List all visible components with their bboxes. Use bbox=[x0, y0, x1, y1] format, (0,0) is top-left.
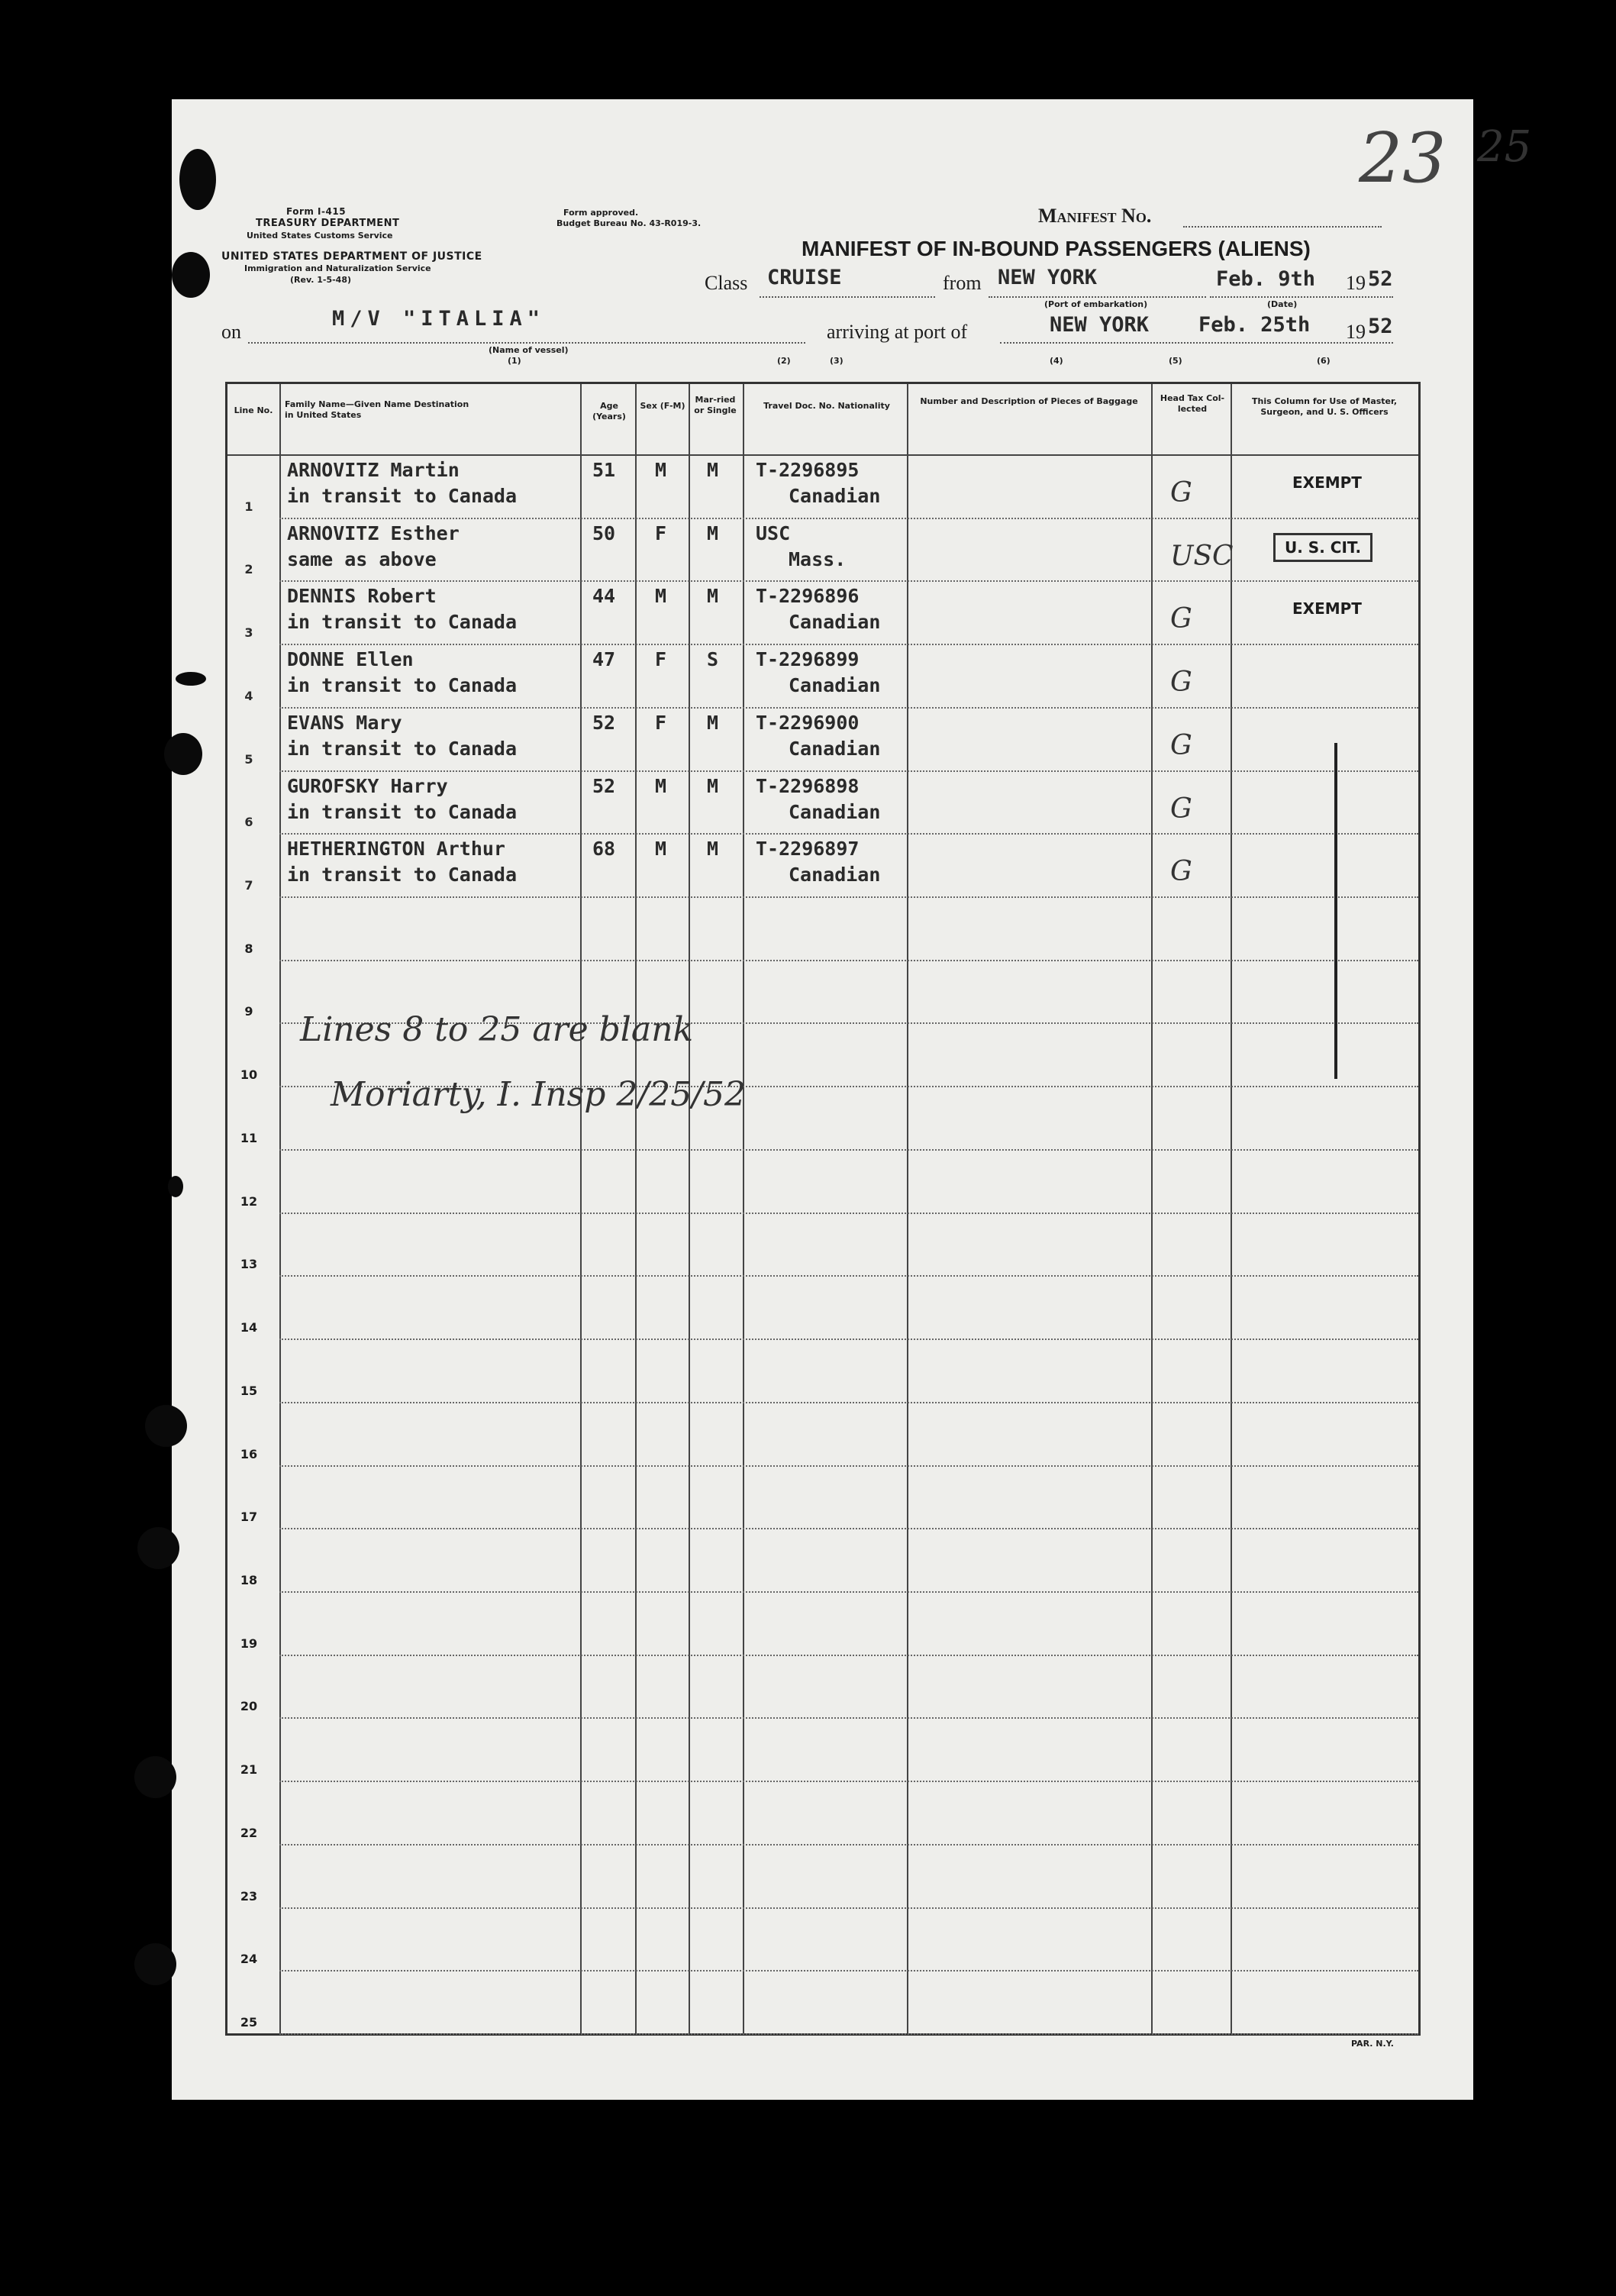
binder-hole bbox=[164, 733, 202, 775]
col-travel-header: Travel Doc. No. Nationality bbox=[763, 401, 890, 411]
passenger-nationality: Canadian bbox=[789, 737, 881, 760]
revision: (Rev. 1-5-48) bbox=[290, 275, 352, 285]
passenger-name: HETHERINGTON Arthur bbox=[287, 838, 505, 861]
binder-hole bbox=[137, 1527, 179, 1569]
line-number: 5 bbox=[244, 751, 253, 767]
arrival-year-prefix: 19 bbox=[1346, 321, 1366, 343]
on-label: on bbox=[221, 321, 241, 343]
line-number: 17 bbox=[240, 1510, 258, 1525]
head-tax-mark: G bbox=[1170, 729, 1192, 761]
line-number: 14 bbox=[240, 1320, 258, 1335]
passenger-name: GUROFSKY Harry bbox=[287, 774, 448, 797]
passenger-nationality: Canadian bbox=[789, 611, 881, 634]
line-number: 8 bbox=[244, 941, 253, 956]
passenger-table bbox=[225, 382, 1421, 2036]
passenger-age: 47 bbox=[592, 648, 616, 671]
vessel-caption: (Name of vessel) bbox=[489, 345, 569, 355]
arrival-port: NEW YORK bbox=[1050, 313, 1150, 337]
from-value: NEW YORK bbox=[998, 266, 1098, 289]
head-tax-mark: G bbox=[1170, 856, 1192, 888]
row-separator bbox=[279, 644, 1418, 645]
from-line bbox=[989, 296, 1206, 298]
passenger-nationality: Canadian bbox=[789, 800, 881, 823]
col-number-3: (3) bbox=[830, 356, 843, 366]
binder-hole bbox=[145, 1405, 187, 1447]
officer-remark-stamp: EXEMPT bbox=[1292, 599, 1362, 618]
vessel-line bbox=[248, 342, 805, 344]
passenger-marital-status: M bbox=[707, 711, 719, 734]
binder-hole bbox=[134, 1756, 176, 1798]
passenger-name: ARNOVITZ Esther bbox=[287, 522, 460, 544]
row-separator bbox=[279, 707, 1418, 709]
head-tax-mark: G bbox=[1170, 793, 1192, 825]
line-number: 11 bbox=[240, 1130, 258, 1145]
travel-doc-number: T-2296898 bbox=[756, 774, 860, 797]
passenger-name: DENNIS Robert bbox=[287, 585, 437, 608]
line-number: 9 bbox=[244, 1004, 253, 1019]
corner-number: 25 bbox=[1477, 122, 1532, 172]
line-number: 2 bbox=[244, 562, 253, 577]
class-label: Class bbox=[705, 272, 748, 294]
passenger-destination: in transit to Canada bbox=[287, 674, 518, 697]
passenger-destination: in transit to Canada bbox=[287, 864, 518, 886]
head-tax-mark: G bbox=[1170, 477, 1192, 509]
line-number: 24 bbox=[240, 1952, 258, 1967]
port-embark-caption: (Port of embarkation) bbox=[1044, 299, 1148, 309]
col-officers-header: This Column for Use of Master, Surgeon, and U. S. Officers bbox=[1252, 396, 1397, 417]
form-number: Form I-415 bbox=[286, 206, 347, 217]
row-separator bbox=[279, 1970, 1418, 1971]
passenger-sex: F bbox=[655, 522, 667, 544]
line-number: 23 bbox=[240, 1888, 258, 1904]
passenger-sex: M bbox=[655, 459, 667, 481]
line-number: 21 bbox=[240, 1762, 258, 1778]
treasury-department: TREASURY DEPARTMENT bbox=[256, 218, 400, 229]
line-number: 6 bbox=[244, 815, 253, 830]
passenger-sex: F bbox=[655, 711, 667, 734]
row-separator bbox=[279, 1844, 1418, 1846]
col-sex-header: Sex (F-M) bbox=[640, 401, 685, 411]
passenger-marital-status: M bbox=[707, 774, 719, 797]
passenger-destination: same as above bbox=[287, 547, 437, 570]
form-approved: Form approved. bbox=[563, 208, 639, 218]
row-separator bbox=[279, 1655, 1418, 1656]
customs-service: United States Customs Service bbox=[247, 231, 393, 241]
arrival-line bbox=[1000, 342, 1393, 344]
col-baggage-header: Number and Description of Pieces of Baggage bbox=[920, 396, 1138, 406]
col-name-header: Family Name—Given Name Destination in United States bbox=[285, 399, 469, 420]
printer-mark: PAR. N.Y. bbox=[1351, 2039, 1394, 2049]
passenger-destination: in transit to Canada bbox=[287, 737, 518, 760]
embark-date: Feb. 9th bbox=[1216, 267, 1316, 291]
passenger-name: ARNOVITZ Martin bbox=[287, 459, 460, 481]
line-number: 1 bbox=[244, 499, 253, 514]
officer-remark-stamp: U. S. CIT. bbox=[1273, 533, 1372, 562]
passenger-marital-status: M bbox=[707, 838, 719, 861]
head-tax-mark: G bbox=[1170, 667, 1192, 699]
passenger-destination: in transit to Canada bbox=[287, 611, 518, 634]
passenger-name: DONNE Ellen bbox=[287, 648, 414, 671]
class-line bbox=[760, 296, 935, 298]
row-separator bbox=[279, 1907, 1418, 1909]
col-age-header: Age (Years) bbox=[592, 401, 626, 421]
arrival-date: Feb. 25th bbox=[1198, 313, 1311, 337]
col-line-header: Line No. bbox=[234, 405, 273, 415]
row-separator bbox=[279, 1402, 1418, 1403]
row-separator bbox=[279, 1717, 1418, 1719]
manifest-no-label: Manifest No. bbox=[1038, 205, 1152, 227]
passenger-age: 44 bbox=[592, 585, 616, 608]
col-number-5: (5) bbox=[1169, 356, 1182, 366]
row-separator bbox=[279, 580, 1418, 582]
arriving-label: arriving at port of bbox=[827, 321, 968, 343]
manifest-no-line bbox=[1183, 226, 1382, 228]
row-separator bbox=[279, 518, 1418, 519]
row-separator bbox=[279, 1591, 1418, 1593]
col-headtax-header: Head Tax Col-lected bbox=[1160, 393, 1225, 414]
passenger-marital-status: M bbox=[707, 585, 719, 608]
passenger-name: EVANS Mary bbox=[287, 711, 402, 734]
binder-hole bbox=[134, 1943, 176, 1985]
col-married-header: Mar-ried or Single bbox=[694, 395, 737, 415]
row-separator bbox=[279, 1339, 1418, 1340]
line-number: 13 bbox=[240, 1257, 258, 1272]
passenger-sex: F bbox=[655, 648, 667, 671]
binder-hole bbox=[168, 1176, 183, 1197]
line-number: 4 bbox=[244, 688, 253, 703]
passenger-sex: M bbox=[655, 585, 667, 608]
from-label: from bbox=[943, 272, 982, 294]
handwritten-note-inspector: Moriarty, I. Insp 2/25/52 bbox=[331, 1075, 747, 1114]
row-separator bbox=[279, 1528, 1418, 1529]
line-number: 22 bbox=[240, 1825, 258, 1840]
passenger-marital-status: M bbox=[707, 522, 719, 544]
passenger-sex: M bbox=[655, 774, 667, 797]
manifest-page bbox=[172, 99, 1532, 2100]
passenger-nationality: Canadian bbox=[789, 485, 881, 507]
row-separator bbox=[279, 833, 1418, 835]
handwritten-note-blank-lines: Lines 8 to 25 are blank bbox=[300, 1010, 694, 1049]
binder-hole bbox=[172, 252, 210, 298]
manifest-number-stamp: 23 bbox=[1359, 118, 1447, 199]
passenger-nationality: Canadian bbox=[789, 864, 881, 886]
date-caption: (Date) bbox=[1267, 299, 1298, 309]
travel-doc-number: T-2296900 bbox=[756, 711, 860, 734]
passenger-age: 51 bbox=[592, 459, 616, 481]
passenger-age: 50 bbox=[592, 522, 616, 544]
arrival-year: 52 bbox=[1368, 315, 1393, 338]
class-value: CRUISE bbox=[767, 266, 842, 289]
department-of-justice: UNITED STATES DEPARTMENT OF JUSTICE bbox=[221, 250, 482, 263]
passenger-marital-status: M bbox=[707, 459, 719, 481]
passenger-destination: in transit to Canada bbox=[287, 800, 518, 823]
head-tax-mark: USC bbox=[1170, 540, 1234, 572]
embark-year: 52 bbox=[1368, 267, 1393, 291]
col-number-1: (1) bbox=[508, 356, 521, 366]
line-number: 18 bbox=[240, 1572, 258, 1587]
passenger-age: 52 bbox=[592, 774, 616, 797]
line-number: 20 bbox=[240, 1699, 258, 1714]
passenger-nationality: Mass. bbox=[789, 547, 847, 570]
row-separator bbox=[279, 1213, 1418, 1214]
line-number: 25 bbox=[240, 2015, 258, 2030]
col-number-2: (2) bbox=[777, 356, 791, 366]
ins-service: Immigration and Naturalization Service bbox=[244, 263, 431, 273]
line-number: 19 bbox=[240, 1636, 258, 1651]
line-number: 15 bbox=[240, 1383, 258, 1398]
line-number: 16 bbox=[240, 1446, 258, 1461]
passenger-marital-status: S bbox=[707, 648, 719, 671]
passenger-nationality: Canadian bbox=[789, 674, 881, 697]
travel-doc-number: USC bbox=[756, 522, 791, 544]
vessel-name: M/V "ITALIA" bbox=[332, 307, 546, 331]
passenger-sex: M bbox=[655, 838, 667, 861]
line-number: 7 bbox=[244, 878, 253, 893]
binder-hole bbox=[176, 672, 206, 686]
travel-doc-number: T-2296896 bbox=[756, 585, 860, 608]
line-number: 12 bbox=[240, 1193, 258, 1209]
passenger-destination: in transit to Canada bbox=[287, 485, 518, 507]
passenger-age: 68 bbox=[592, 838, 616, 861]
col-number-6: (6) bbox=[1317, 356, 1331, 366]
travel-doc-number: T-2296895 bbox=[756, 459, 860, 481]
row-separator bbox=[279, 2033, 1418, 2035]
page-title: MANIFEST OF IN-BOUND PASSENGERS (ALIENS) bbox=[802, 237, 1311, 260]
row-separator bbox=[279, 770, 1418, 772]
travel-doc-number: T-2296897 bbox=[756, 838, 860, 861]
row-separator bbox=[279, 1781, 1418, 1782]
col-number-4: (4) bbox=[1050, 356, 1063, 366]
passenger-age: 52 bbox=[592, 711, 616, 734]
officer-bracket-line bbox=[1334, 743, 1337, 1079]
travel-doc-number: T-2296899 bbox=[756, 648, 860, 671]
head-tax-mark: G bbox=[1170, 603, 1192, 635]
row-separator bbox=[279, 1149, 1418, 1151]
line-number: 10 bbox=[240, 1067, 258, 1083]
row-separator bbox=[279, 960, 1418, 961]
binder-hole bbox=[179, 149, 216, 210]
row-separator bbox=[279, 896, 1418, 898]
line-number: 3 bbox=[244, 625, 253, 641]
date-line bbox=[1210, 296, 1393, 298]
embark-year-prefix: 19 bbox=[1346, 272, 1366, 294]
row-separator bbox=[279, 1465, 1418, 1467]
budget-bureau: Budget Bureau No. 43-R019-3. bbox=[556, 218, 702, 228]
officer-remark-stamp: EXEMPT bbox=[1292, 473, 1362, 492]
row-separator bbox=[279, 1275, 1418, 1277]
